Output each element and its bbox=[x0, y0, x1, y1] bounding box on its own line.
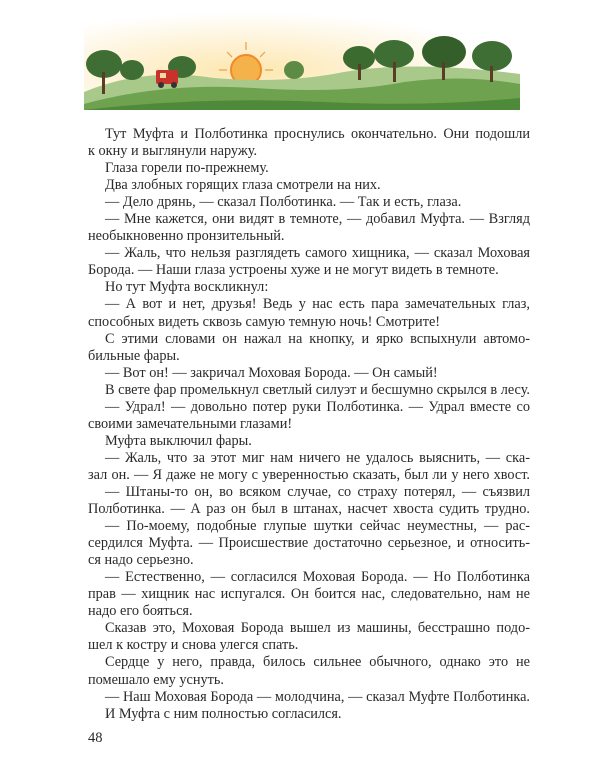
text-line: способных видеть сквозь самую темную ночь! Смотрите! bbox=[88, 313, 441, 330]
text-line: сердился Муфта. — Происшествие достаточно серьезное, и относить- bbox=[88, 535, 530, 552]
text-line: И Муфта с ним полностью согласился. bbox=[105, 705, 342, 722]
text-line: — А вот и нет, друзья! Ведь у нас есть пара замечательных глаз, bbox=[105, 296, 530, 313]
text-line: — Мне кажется, они видят в темноте, — добавил Муфта. — Взгляд bbox=[105, 211, 530, 228]
text-line: Тут Муфта и Полботинка проснулись окончательно. Они подошли bbox=[105, 126, 530, 142]
text-line: — Наш Моховая Борода — молодчина, — сказал Муфте Полботинка. bbox=[105, 688, 530, 705]
text-line: бильные фары. bbox=[88, 347, 180, 364]
body-text bbox=[88, 126, 530, 723]
text-line: Но тут Муфта воскликнул: bbox=[105, 279, 269, 296]
text-line: надо его бояться. bbox=[88, 603, 193, 620]
text-line: шел к костру и снова улегся спать. bbox=[88, 637, 299, 654]
text-line: прав — хищник нас испугался. Он боится нас, следовательно, нам не bbox=[88, 586, 530, 603]
text-line: В свете фар промелькнул светлый силуэт и бесшумно скрылся в лесу. bbox=[105, 381, 530, 398]
text-line: С этими словами он нажал на кнопку, и ярко вспыхнули автомо- bbox=[105, 330, 530, 347]
text-line: Борода. — Наши глаза устроены хуже и не могут видеть в темноте. bbox=[88, 262, 499, 279]
text-line: зал он. — Я даже не могу с уверенностью сказать, был ли у него хвост. bbox=[88, 466, 530, 483]
text-line: Сердце у него, правда, билось сильнее обычного, однако это не bbox=[105, 654, 530, 671]
page-number: 48 bbox=[88, 730, 103, 746]
text-line: ся надо серьезно. bbox=[88, 552, 194, 569]
text-line: Глаза горели по-прежнему. bbox=[105, 160, 269, 177]
landscape-illustration bbox=[84, 12, 520, 110]
text-line: — Естественно, — согласился Моховая Борода. — Но Полботинка bbox=[105, 569, 530, 586]
text-line: — Удрал! — довольно потер руки Полботинка. — Удрал вместе со bbox=[105, 398, 530, 415]
text-line: — Жаль, что за этот миг нам ничего не удалось выяснить, — ска- bbox=[105, 449, 530, 466]
text-line: к окну и выглянули наружу. bbox=[88, 143, 258, 160]
text-line: помешало ему уснуть. bbox=[88, 671, 225, 688]
text-line: Полботинка. — А раз он был в штанах, насчет хвоста судить трудно. bbox=[88, 501, 530, 518]
text-line: своими замечательными глазами! bbox=[88, 415, 293, 432]
text-line: — По-моему, подобные глупые шутки сейчас неуместны, — рас- bbox=[105, 518, 530, 535]
text-line: — Дело дрянь, — сказал Полботинка. — Так и есть, глаза. bbox=[105, 194, 462, 211]
text-line: необыкновенно пронзительный. bbox=[88, 228, 285, 245]
text-line: — Жаль, что нельзя разглядеть самого хищника, — сказал Моховая bbox=[105, 245, 530, 262]
text-line: Два злобных горящих глаза смотрели на них. bbox=[105, 177, 381, 194]
text-line: — Штаны-то он, во всяком случае, со страху потерял, — съязвил bbox=[105, 483, 530, 500]
text-line: — Вот он! — закричал Моховая Борода. — Он самый! bbox=[105, 364, 438, 381]
text-line: Муфта выключил фары. bbox=[105, 432, 252, 449]
text-line: Сказав это, Моховая Борода вышел из машины, бесстрашно подо- bbox=[105, 620, 530, 637]
